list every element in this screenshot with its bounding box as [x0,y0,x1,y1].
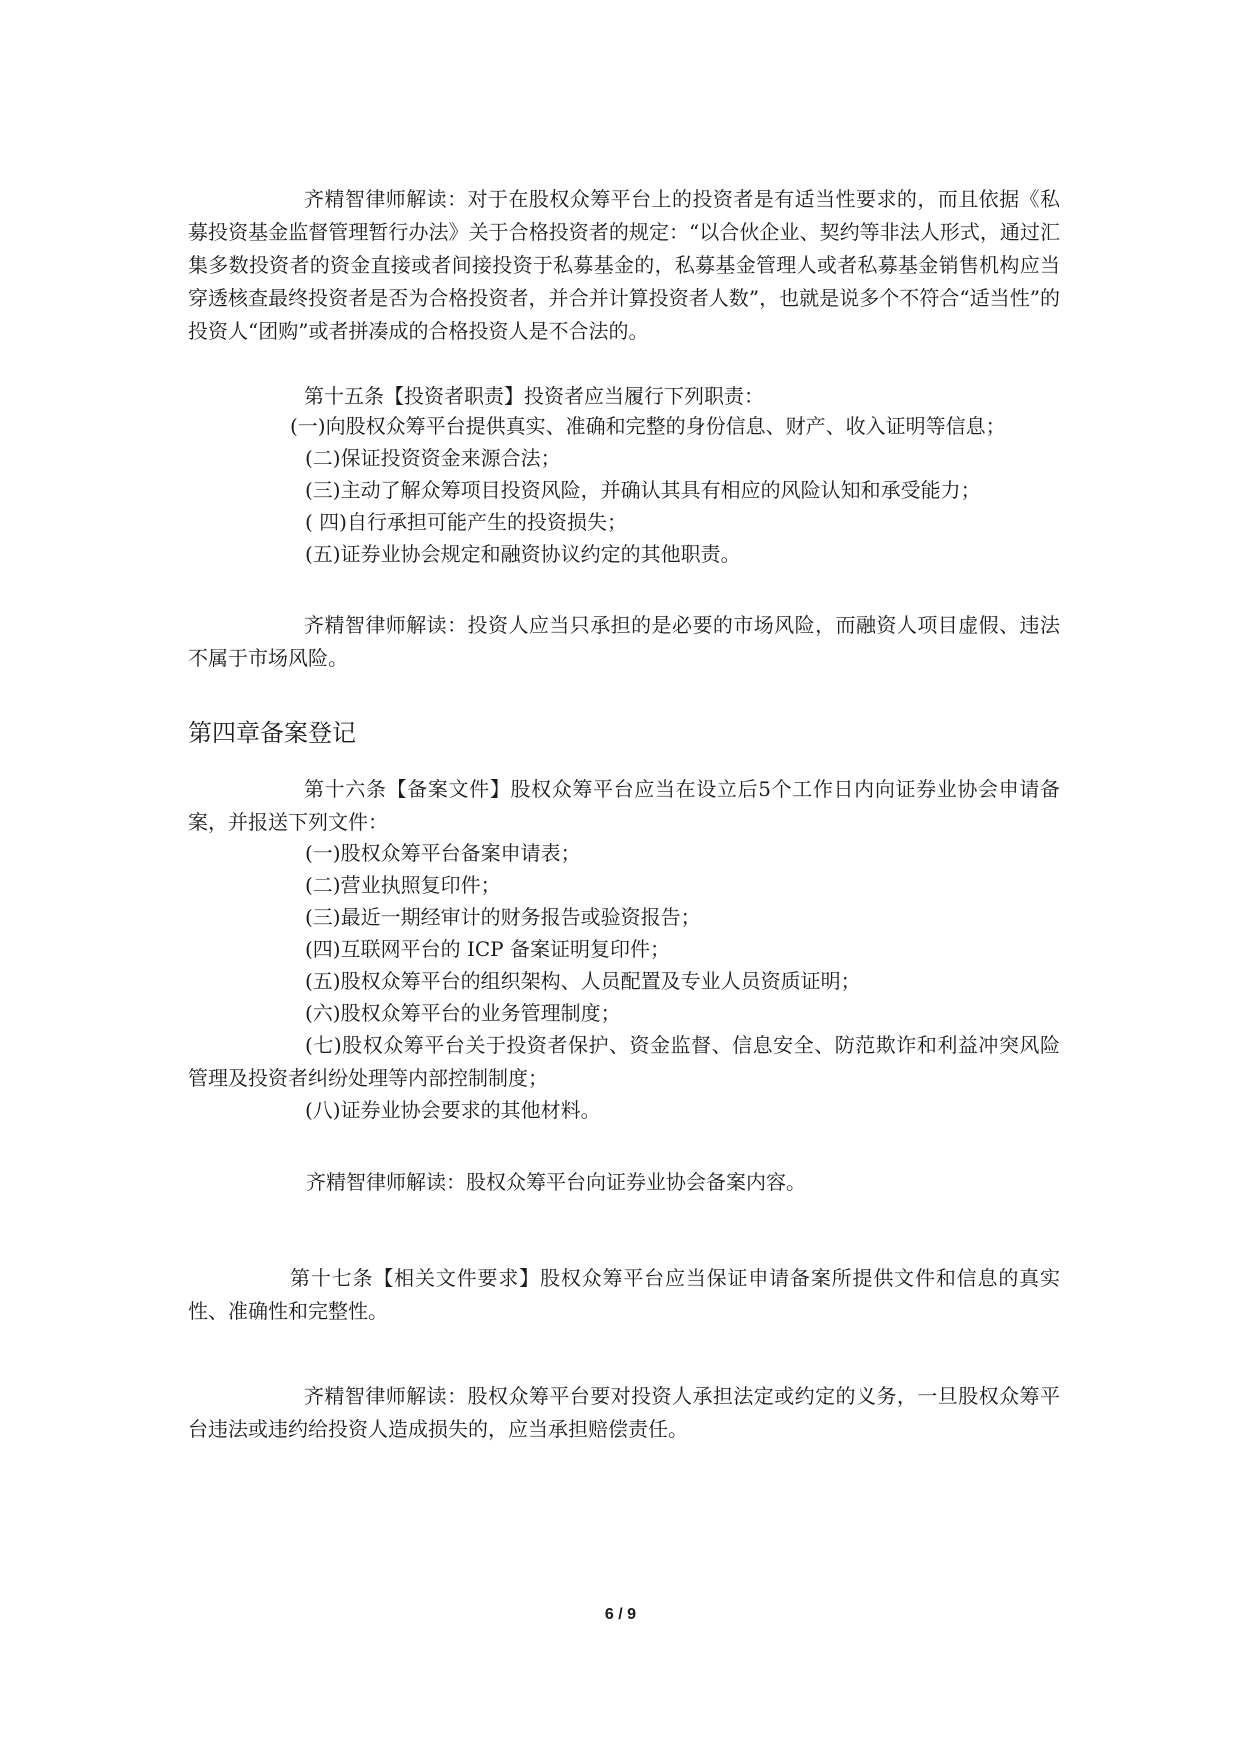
article-heading: 第十五条【投资者职责】投资者应当履行下列职责： [304,384,764,408]
page-number: 6 / 9 [604,1606,637,1623]
list-item: (六)股权众筹平台的业务管理制度； [305,1001,621,1025]
list-item: (五)证券业协会规定和融资协议约定的其他职责。 [305,542,741,566]
list-item: (三)主动了解众筹项目投资风险，并确认其具有相应的风险认知和承受能力； [305,478,981,502]
list-item: (一)向股权众筹平台提供真实、准确和完整的身份信息、财产、收入证明等信息； [290,414,1006,438]
commentary-paragraph: 齐精智律师解读：对于在股权众筹平台上的投资者是有适当性要求的，而且依据《私募投资基金监督管理暂行办法》关于合格投资者的规定：“以合伙企业、契约等非法人形式，通过汇集多数投资者的资金直接或者间接投资于私募基金的，私募基金管理人或者私募基金销售机构应当穿透核查最终投资者是否为合格投资者，并合并计算投资者人数”，也就是说多个不符合“适当性”的投资人“团购”或者拼凑成的合格投资人是不合法的。 [188,187,1060,343]
list-item: (七)股权众筹平台关于投资者保护、资金监督、信息安全、防范欺诈和利益冲突风险管理及投资者纠纷处理等内部控制制度； [188,1033,1060,1090]
list-item: ( 四)自行承担可能产生的投资损失； [305,510,627,534]
list-item: (一)股权众筹平台备案申请表； [305,841,581,865]
list-item: (三)最近一期经审计的财务报告或验资报告； [305,905,701,929]
article-heading: 第十七条【相关文件要求】股权众筹平台应当保证申请备案所提供文件和信息的真实性、准确性和完整性。 [188,1266,1060,1323]
article-heading: 第十六条【备案文件】股权众筹平台应当在设立后5个工作日内向证券业协会申请备案，并报送下列文件： [188,777,1060,834]
list-item: (五)股权众筹平台的组织架构、人员配置及专业人员资质证明； [305,969,861,993]
list-item: (二)营业执照复印件； [305,873,501,897]
commentary-paragraph: 齐精智律师解读：股权众筹平台向证券业协会备案内容。 [306,1170,806,1194]
commentary-paragraph: 齐精智律师解读：股权众筹平台要对投资人承担法定或约定的义务，一旦股权众筹平台违法或违约给投资人造成损失的，应当承担赔偿责任。 [188,1384,1060,1441]
list-item: (二)保证投资资金来源合法； [305,446,561,470]
list-item: (八)证券业协会要求的其他材料。 [305,1098,601,1122]
list-item: (四)互联网平台的 ICP 备案证明复印件； [305,937,670,961]
commentary-paragraph: 齐精智律师解读：投资人应当只承担的是必要的市场风险，而融资人项目虚假、违法不属于市场风险。 [188,613,1060,670]
chapter-heading: 第四章备案登记 [188,719,356,747]
